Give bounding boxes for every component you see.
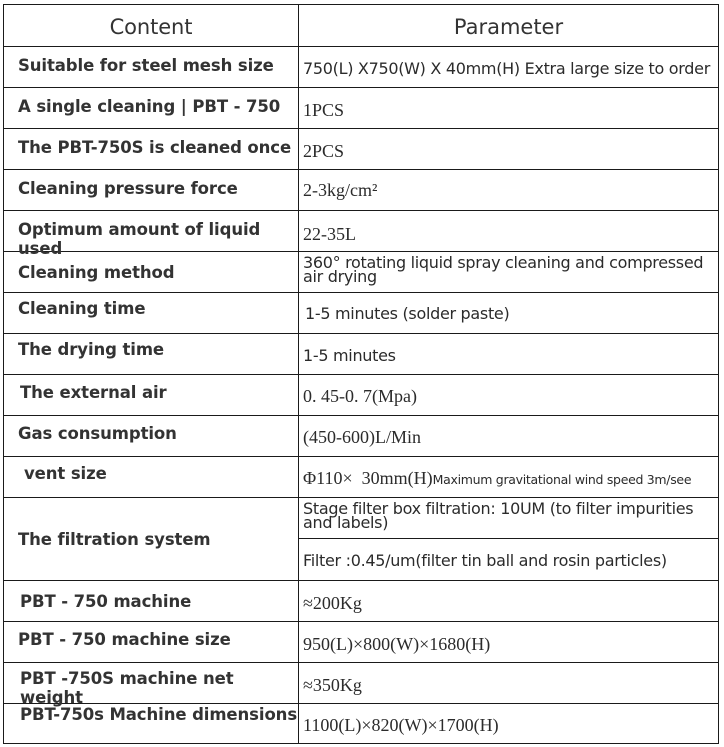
row-label: PBT -750S machine net weight [4, 663, 299, 703]
table-row [4, 87, 718, 128]
table-row [4, 251, 718, 292]
row-label: PBT - 750 machine size [4, 622, 299, 662]
row-value: 360° rotating liquid spray cleaning and compressed air drying [303, 253, 704, 286]
table-row [4, 580, 718, 621]
row-label: The filtration system [4, 498, 299, 580]
row-label: The drying time [4, 334, 299, 374]
row-value: 2-3kg/cm² [303, 180, 378, 200]
row-label: Gas consumption [4, 416, 299, 456]
row-value: 750(L) X750(W) X 40mm(H) Extra large size to order [303, 59, 710, 78]
table-row [4, 703, 718, 743]
table-row [4, 210, 718, 258]
row-value: 1100(L)×820(W)×1700(H) [303, 715, 499, 735]
spec-table [3, 4, 719, 744]
vent-size-value: Φ110× 30mm(H) [303, 468, 433, 488]
row-label: PBT-750s Machine dimensions [4, 704, 299, 743]
row-value: Filter :0.45/um(filter tin ball and rosin particles) [299, 538, 718, 580]
row-label: Optimum amount of liquid used [4, 211, 299, 251]
table-header-row [4, 5, 718, 46]
table-row [4, 46, 718, 87]
row-label: Cleaning time [4, 293, 299, 333]
row-value: 2PCS [303, 141, 345, 161]
row-label: PBT - 750 machine [4, 581, 299, 621]
table-row [4, 415, 718, 456]
row-value: 1PCS [303, 100, 345, 120]
row-value: (450-600)L/Min [303, 427, 421, 447]
table-row [4, 169, 718, 210]
row-value: ≈350Kg [303, 675, 362, 695]
row-label: A single cleaning | PBT - 750 [4, 88, 299, 128]
row-label: vent size [4, 457, 299, 497]
row-value: 0. 45-0. 7(Mpa) [303, 386, 417, 406]
row-label: Suitable for steel mesh size [4, 47, 299, 87]
row-label: Cleaning method [4, 252, 299, 292]
header-parameter: Parameter [453, 15, 564, 39]
table-row [4, 292, 718, 333]
table-row [4, 497, 718, 580]
row-value: 1-5 minutes [303, 346, 396, 365]
row-value: 950(L)×800(W)×1680(H) [303, 634, 491, 654]
row-label: The external air [4, 375, 299, 415]
table-row [4, 456, 718, 497]
vent-size-note: Maximum gravitational wind speed 3m/see [432, 472, 692, 487]
row-label: Cleaning pressure force [4, 170, 299, 210]
table-row [4, 374, 718, 415]
header-content: Content [4, 5, 299, 46]
row-value: ≈200Kg [303, 593, 362, 613]
table-row [4, 662, 718, 707]
table-row [4, 621, 718, 662]
table-row [4, 128, 718, 169]
row-value: 22-35L [303, 224, 356, 244]
row-label: The PBT-750S is cleaned once [4, 129, 299, 169]
row-value: Stage filter box filtration: 10UM (to filter impurities and labels) [303, 499, 694, 532]
table-row [4, 333, 718, 374]
row-value: 1-5 minutes (solder paste) [305, 304, 510, 323]
row-value [299, 457, 718, 497]
filtration-values [299, 498, 718, 580]
